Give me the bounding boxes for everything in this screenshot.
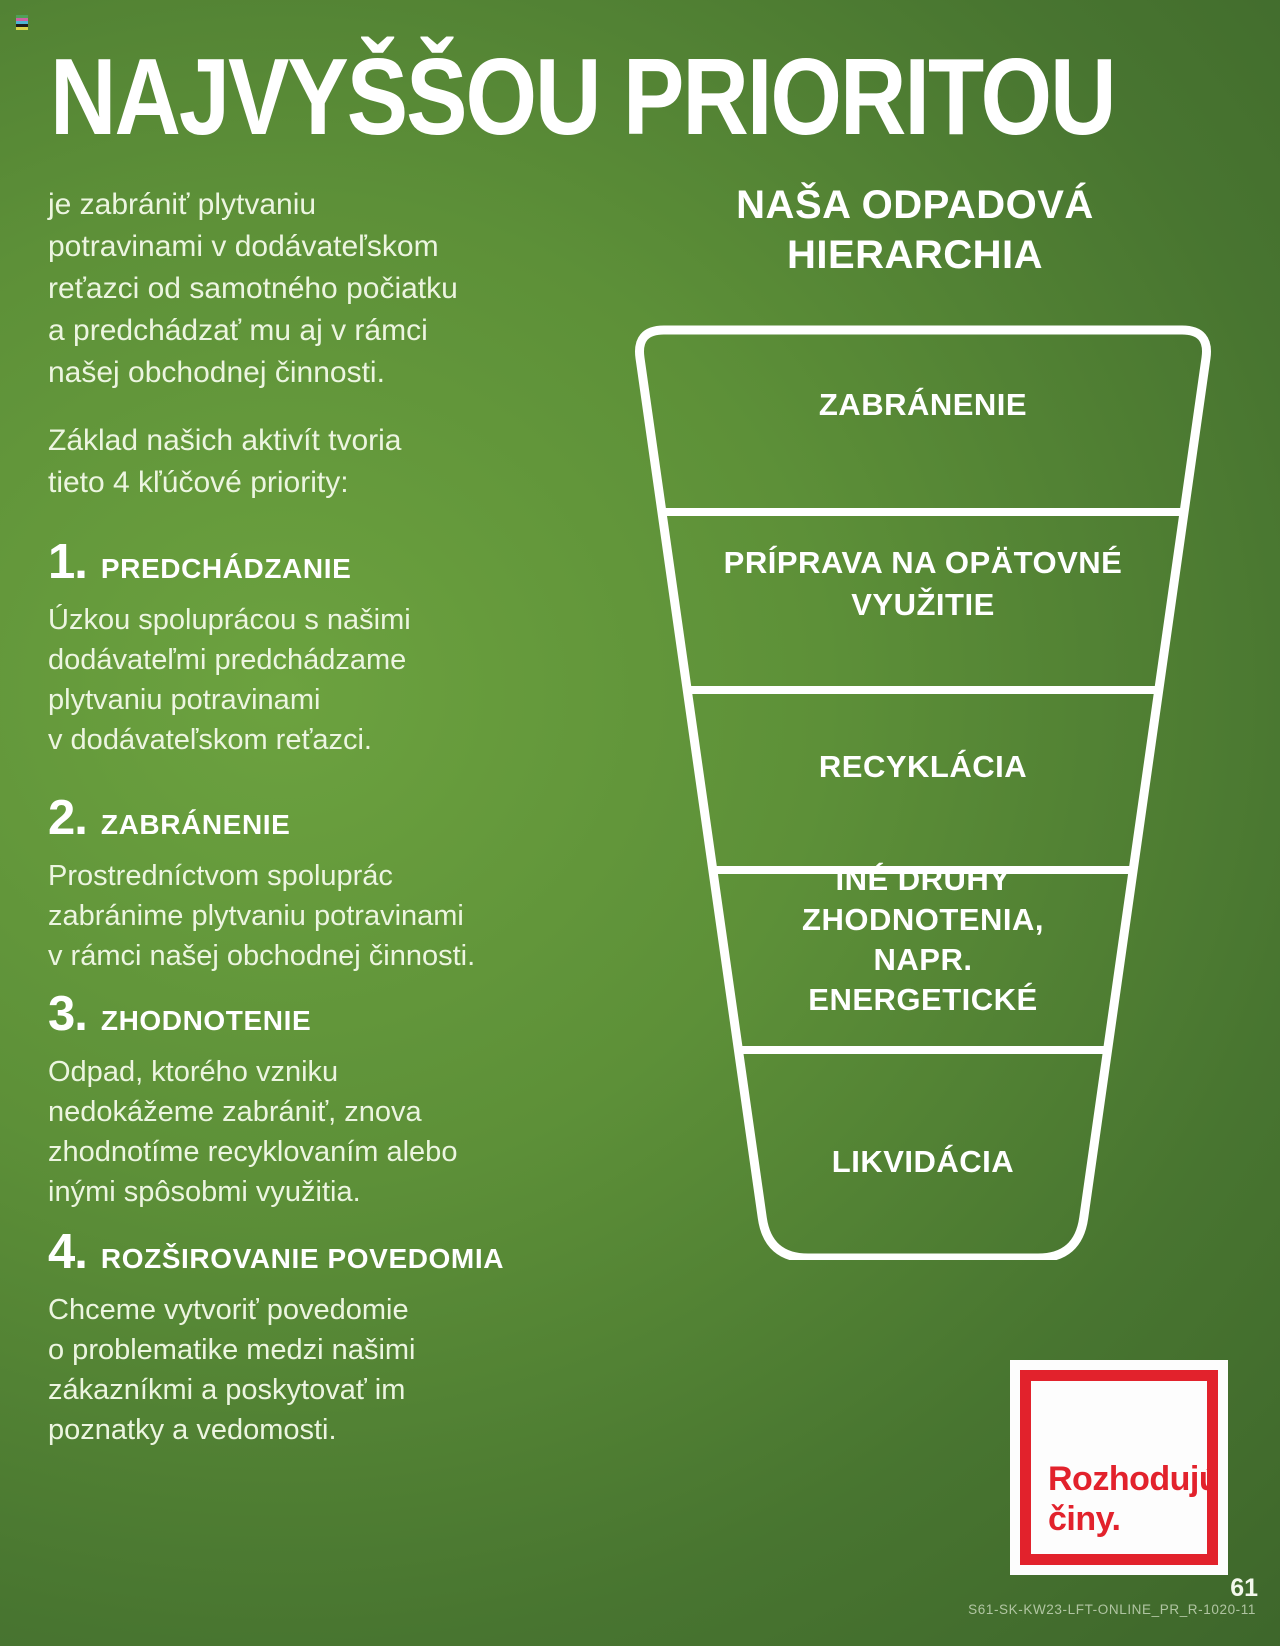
claim-text	[1048, 1459, 1219, 1539]
body-line: zhodnotíme recyklovaním alebo	[48, 1136, 458, 1168]
intro-line: je zabrániť plytvaniu	[48, 188, 317, 221]
funnel-level-label: INÉ DRUHY	[835, 862, 1011, 897]
body-line: dodávateľmi predchádzame	[48, 644, 407, 676]
body-line: o problematike medzi našimi	[48, 1334, 416, 1366]
claim-badge-border	[1020, 1370, 1218, 1565]
lead-line: tieto 4 kľúčové priority:	[48, 466, 349, 499]
priority-title: PREDCHÁDZANIE	[100, 553, 352, 584]
priority-body	[48, 1052, 608, 1212]
funnel-level-label: ENERGETICKÉ	[808, 982, 1038, 1017]
priority-section-3	[48, 986, 608, 1212]
claim-line: činy.	[1048, 1500, 1121, 1538]
funnel-heading-line: NAŠA ODPADOVÁ	[736, 183, 1094, 227]
body-line: Odpad, ktorého vzniku	[48, 1056, 339, 1088]
priority-title: ZHODNOTENIE	[100, 1005, 312, 1036]
priority-number: 3.	[48, 987, 87, 1041]
body-line: inými spôsobmi využitia.	[48, 1176, 361, 1208]
intro-line: reťazci od samotného počiatku	[48, 272, 458, 305]
funnel-outline	[640, 330, 1207, 1258]
funnel-level-label: LIKVIDÁCIA	[831, 1144, 1015, 1179]
page-title: NAJVYŠŠOU PRIORITOU	[50, 37, 1115, 158]
priority-heading	[48, 790, 608, 846]
priority-body	[48, 1290, 608, 1450]
intro-line: potravinami v dodávateľskom	[48, 230, 439, 263]
funnel-heading	[620, 180, 1210, 280]
funnel-level-label: ZABRÁNENIE	[818, 387, 1028, 422]
lead-line: Základ našich aktivít tvoria	[48, 424, 402, 457]
print-registration-mark-icon	[16, 15, 28, 30]
funnel-level-label: RECYKLÁCIA	[818, 749, 1028, 784]
body-line: v rámci našej obchodnej činnosti.	[48, 940, 476, 972]
priority-number: 1.	[48, 535, 87, 589]
priority-title: ZABRÁNENIE	[100, 809, 291, 840]
priority-number: 2.	[48, 791, 87, 845]
priority-title: ROZŠIROVANIE POVEDOMIA	[100, 1243, 505, 1274]
body-line: zákazníkmi a poskytovať im	[48, 1374, 406, 1406]
page-number: 61	[1230, 1574, 1258, 1602]
funnel-level-label: NAPR.	[873, 942, 973, 977]
body-line: Úzkou spoluprácou s našimi	[48, 604, 411, 636]
funnel-heading-line: HIERARCHIA	[786, 233, 1044, 277]
priority-number: 4.	[48, 1225, 87, 1279]
waste-hierarchy-funnel-diagram	[590, 310, 1230, 1260]
intro-line: a predchádzať mu aj v rámci	[48, 314, 428, 347]
priority-heading	[48, 534, 608, 590]
footer-code: S61-SK-KW23-LFT-ONLINE_PR_R-1020-11	[968, 1602, 1256, 1617]
body-line: Chceme vytvoriť povedomie	[48, 1294, 409, 1326]
body-line: zabránime plytvaniu potravinami	[48, 900, 464, 932]
body-line: Prostredníctvom spoluprác	[48, 860, 393, 892]
priority-section-2	[48, 790, 608, 976]
body-line: plytvaniu potravinami	[48, 684, 321, 716]
priority-heading	[48, 1224, 608, 1280]
priority-section-4	[48, 1224, 608, 1450]
body-line: v dodávateľskom reťazci.	[48, 724, 372, 756]
priority-body	[48, 600, 608, 760]
priority-heading	[48, 986, 608, 1042]
funnel-level-label: ZHODNOTENIA,	[802, 902, 1044, 937]
intro-paragraph	[48, 184, 588, 394]
funnel-level-label: PRÍPRAVA NA OPÄTOVNÉ	[723, 545, 1123, 580]
priority-body	[48, 856, 608, 976]
intro-line: našej obchodnej činnosti.	[48, 356, 385, 389]
funnel-level-label: VYUŽITIE	[851, 587, 995, 622]
claim-line: Rozhodujú	[1048, 1460, 1220, 1498]
priority-section-1	[48, 534, 608, 760]
kaufland-claim-badge	[1010, 1360, 1228, 1575]
lead-paragraph	[48, 420, 588, 504]
body-line: nedokážeme zabrániť, znova	[48, 1096, 422, 1128]
body-line: poznatky a vedomosti.	[48, 1414, 337, 1446]
